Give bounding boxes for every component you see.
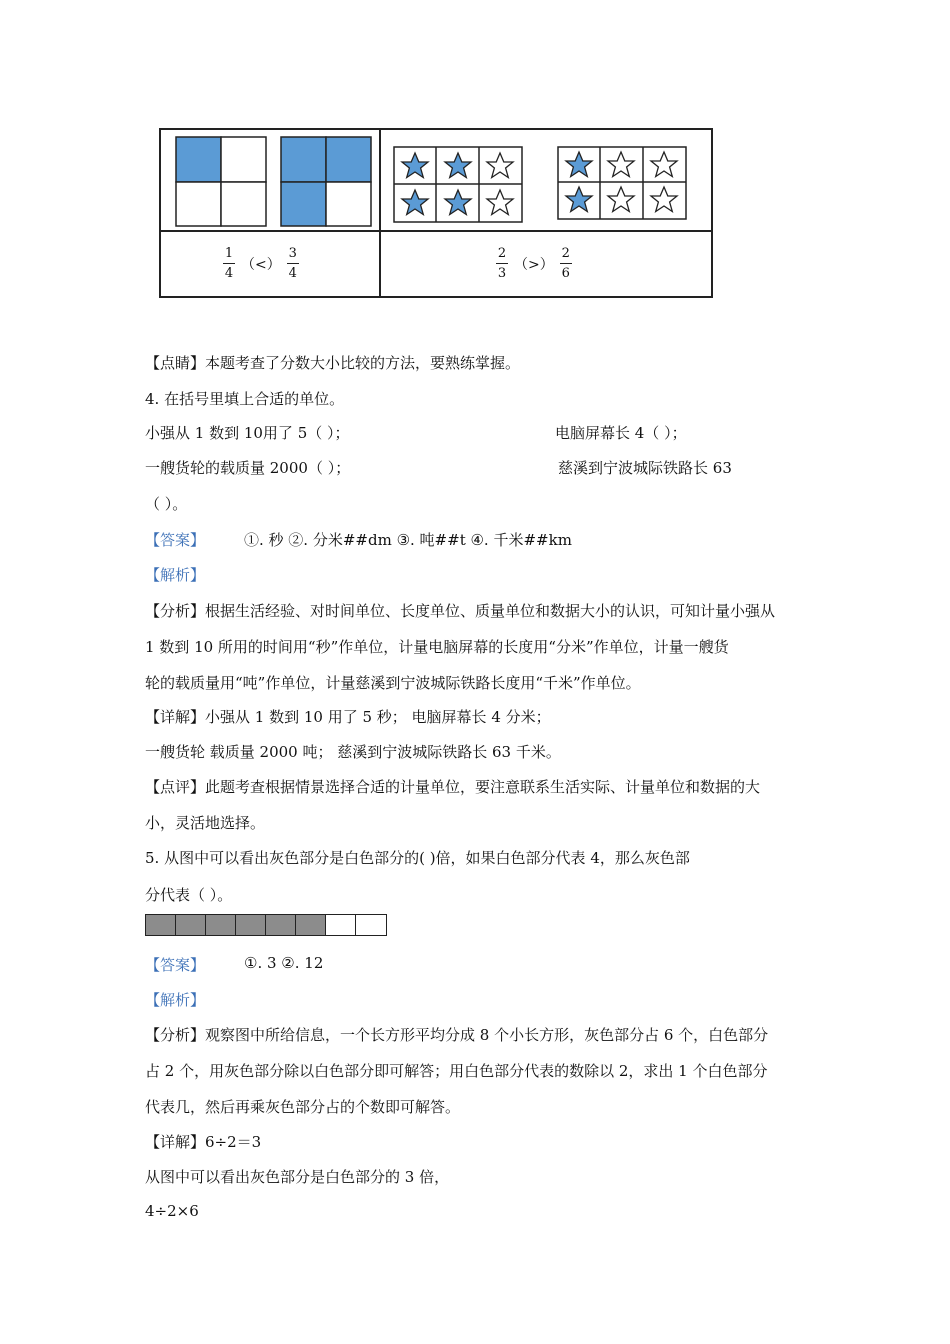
fraction-comparison-figure [159, 128, 713, 298]
segmented-bar [145, 914, 387, 936]
answer-4-tag: 【答案】 [145, 531, 206, 549]
fenxi-5-line-3: 代表几，然后再乘灰色部分占的个数即可解答。 [145, 1098, 461, 1116]
dianping-4-line-1: 【点评】此题考查根据情景选择合适的计量单位，要注意联系生活实际、计量单位和数据的大 [145, 778, 761, 796]
bar-segment-gray [296, 915, 326, 935]
bar-segment-white [356, 915, 386, 935]
xiangjie-4-line-2: 一艘货轮 载质量 2000 吨； 慈溪到宁波城际铁路长 63 千米。 [145, 743, 561, 761]
fraction-two-sixths: $\frac{2}{6}$ [561, 246, 570, 281]
dianping-4-line-2: 小，灵活地选择。 [145, 814, 266, 832]
fraction-one-quarter: $\frac{1}{4}$ [224, 246, 234, 281]
bar-segment-gray [206, 915, 236, 935]
star-groups-figure [381, 130, 713, 230]
comparison-sign-right: （>） [514, 256, 554, 273]
analysis-4-tag: 【解析】 [145, 566, 206, 584]
analysis-5-tag: 【解析】 [145, 991, 206, 1009]
square-three-quarters [281, 137, 371, 226]
comparison-sign-left: （<） [241, 256, 281, 273]
bar-segment-white [326, 915, 356, 935]
square-one-quarter [176, 137, 266, 226]
xiangjie-5-line-1: 【详解】6÷2＝3 [145, 1133, 262, 1151]
fenxi-5-line-2: 占 2 个，用灰色部分除以白色部分即可解答；用白色部分代表的数除以 2，求出 1 个白色部分 [145, 1062, 768, 1080]
question-5-line-2: 分代表（ ）。 [145, 886, 233, 904]
bar-segment-gray [176, 915, 206, 935]
question-4-blank-e: （ ）。 [145, 495, 188, 513]
question-4-blank-c: 一艘货轮的载质量 2000（ ）； [145, 459, 351, 477]
fenxi-4-line-1: 【分析】根据生活经验、对时间单位、长度单位、质量单位和数据大小的认识，可知计量小强从 [145, 602, 776, 620]
fraction-two-thirds: $\frac{2}{3}$ [497, 246, 507, 281]
comparison-left [223, 246, 299, 281]
bar-segment-gray [266, 915, 296, 935]
bar-segment-gray [236, 915, 266, 935]
xiangjie-5-line-2: 从图中可以看出灰色部分是白色部分的 3 倍， [145, 1168, 450, 1186]
square-quarters-figure [161, 130, 379, 230]
fenxi-5-line-1: 【分析】观察图中所给信息，一个长方形平均分成 8 个小长方形，灰色部分占 6 个，白色部分 [145, 1026, 769, 1044]
question-4-blank-b: 电脑屏幕长 4（ ）； [555, 424, 687, 442]
fraction-three-quarters: $\frac{3}{4}$ [288, 246, 297, 281]
stars-two-thirds [394, 147, 522, 222]
answer-5-tag: 【答案】 [145, 956, 206, 974]
question-4-blank-d: 慈溪到宁波城际铁路长 63 [558, 459, 732, 477]
question-5-line-1: 5. 从图中可以看出灰色部分是白色部分的( )倍，如果白色部分代表 4，那么灰色部 [145, 849, 690, 867]
question-4-title: 4. 在括号里填上合适的单位。 [145, 390, 345, 408]
fenxi-4-line-2: 1 数到 10 所用的时间用“秒”作单位，计量电脑屏幕的长度用“分米”作单位，计量一艘货 [145, 638, 729, 656]
fenxi-4-line-3: 轮的载质量用“吨”作单位，计量慈溪到宁波城际铁路长度用“千米”作单位。 [145, 674, 641, 692]
answer-4-body: ①. 秒 ②. 分米##dm ③. 吨##t ④. 千米##km [244, 531, 572, 549]
question-4-blank-a: 小强从 1 数到 10用了 5（ ）； [145, 424, 350, 442]
xiangjie-5-line-3: 4÷2×6 [145, 1202, 199, 1220]
comparison-right [496, 246, 572, 281]
bar-segment-gray [146, 915, 176, 935]
xiangjie-4-line-1: 【详解】小强从 1 数到 10 用了 5 秒； 电脑屏幕长 4 分米； [145, 708, 551, 726]
answer-5-body: ①. 3 ②. 12 [244, 954, 324, 972]
stars-two-sixths [558, 147, 686, 219]
dianjing-line: 【点睛】本题考查了分数大小比较的方法，要熟练掌握。 [145, 354, 521, 372]
table-divider-horizontal [161, 230, 711, 232]
